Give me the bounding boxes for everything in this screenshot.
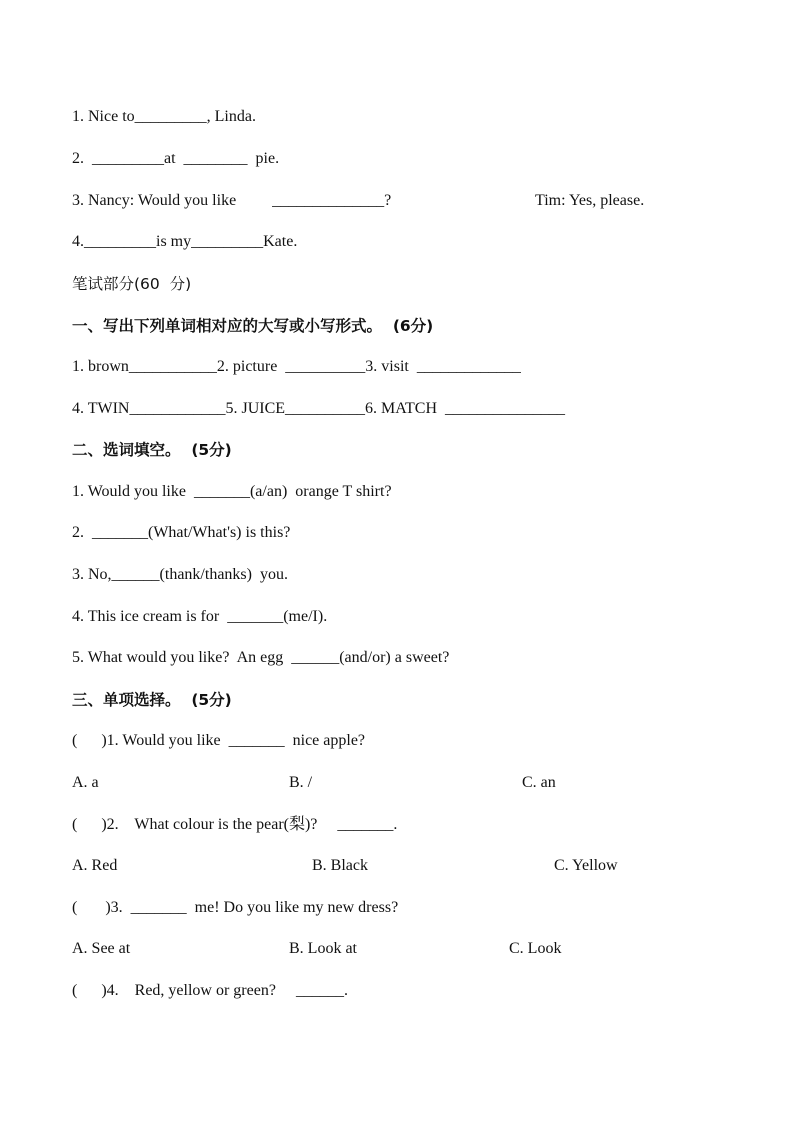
written-part-header: 笔试部分(60 分) (72, 275, 192, 293)
section-1-row-2: 4. TWIN____________5. JUICE__________6. MATCH _______________ (72, 400, 566, 417)
choice-question-1: ( )1. Would you like _______ nice apple? (72, 732, 366, 749)
choice-question-4: ( )4. Red, yellow or green? ______. (72, 982, 348, 999)
choice-2-option-b: B. Black (312, 857, 368, 874)
section-2-item-1: 1. Would you like _______(a/an) orange T shirt? (72, 483, 392, 500)
section-2-points: (5分) (191, 441, 232, 459)
section-1-points: (6分) (392, 317, 434, 335)
listening-question-4: 4._________is my_________Kate. (72, 233, 298, 250)
section-2-item-5: 5. What would you like? An egg ______(and/or) a sweet? (72, 649, 450, 666)
section-1-row-1: 1. brown___________2. picture __________3. visit _____________ (72, 358, 521, 375)
section-1-heading (72, 316, 433, 336)
choice-2-option-c: C. Yellow (554, 857, 618, 874)
section-2-heading (72, 440, 232, 460)
listening-question-2: 2. _________at ________ pie. (72, 150, 280, 167)
section-3-points: (5分) (191, 691, 232, 709)
choice-1-option-a: A. a (72, 774, 99, 791)
section-2-item-4: 4. This ice cream is for _______(me/I). (72, 608, 328, 625)
listening-question-1: 1. Nice to_________, Linda. (72, 108, 256, 125)
choice-question-3: ( )3. _______ me! Do you like my new dress? (72, 899, 399, 916)
listening-question-3-reply: Tim: Yes, please. (535, 192, 645, 209)
choice-1-option-c: C. an (522, 774, 556, 791)
choice-3-option-a: A. See at (72, 940, 131, 957)
section-1-title: 一、写出下列单词相对应的大写或小写形式。 (72, 317, 383, 335)
choice-3-option-c: C. Look (509, 940, 562, 957)
section-2-item-2: 2. _______(What/What's) is this? (72, 524, 291, 541)
section-3-heading (72, 690, 232, 710)
listening-question-3: 3. Nancy: Would you like ______________? (72, 192, 392, 209)
choice-1-option-b: B. / (289, 774, 313, 791)
section-3-title: 三、单项选择。 (72, 691, 181, 709)
choice-3-option-b: B. Look at (289, 940, 357, 957)
choice-question-2: ( )2. What colour is the pear(梨)? _______. (72, 816, 398, 833)
section-2-item-3: 3. No,______(thank/thanks) you. (72, 566, 288, 583)
choice-2-option-a: A. Red (72, 857, 118, 874)
section-2-title: 二、选词填空。 (72, 441, 181, 459)
